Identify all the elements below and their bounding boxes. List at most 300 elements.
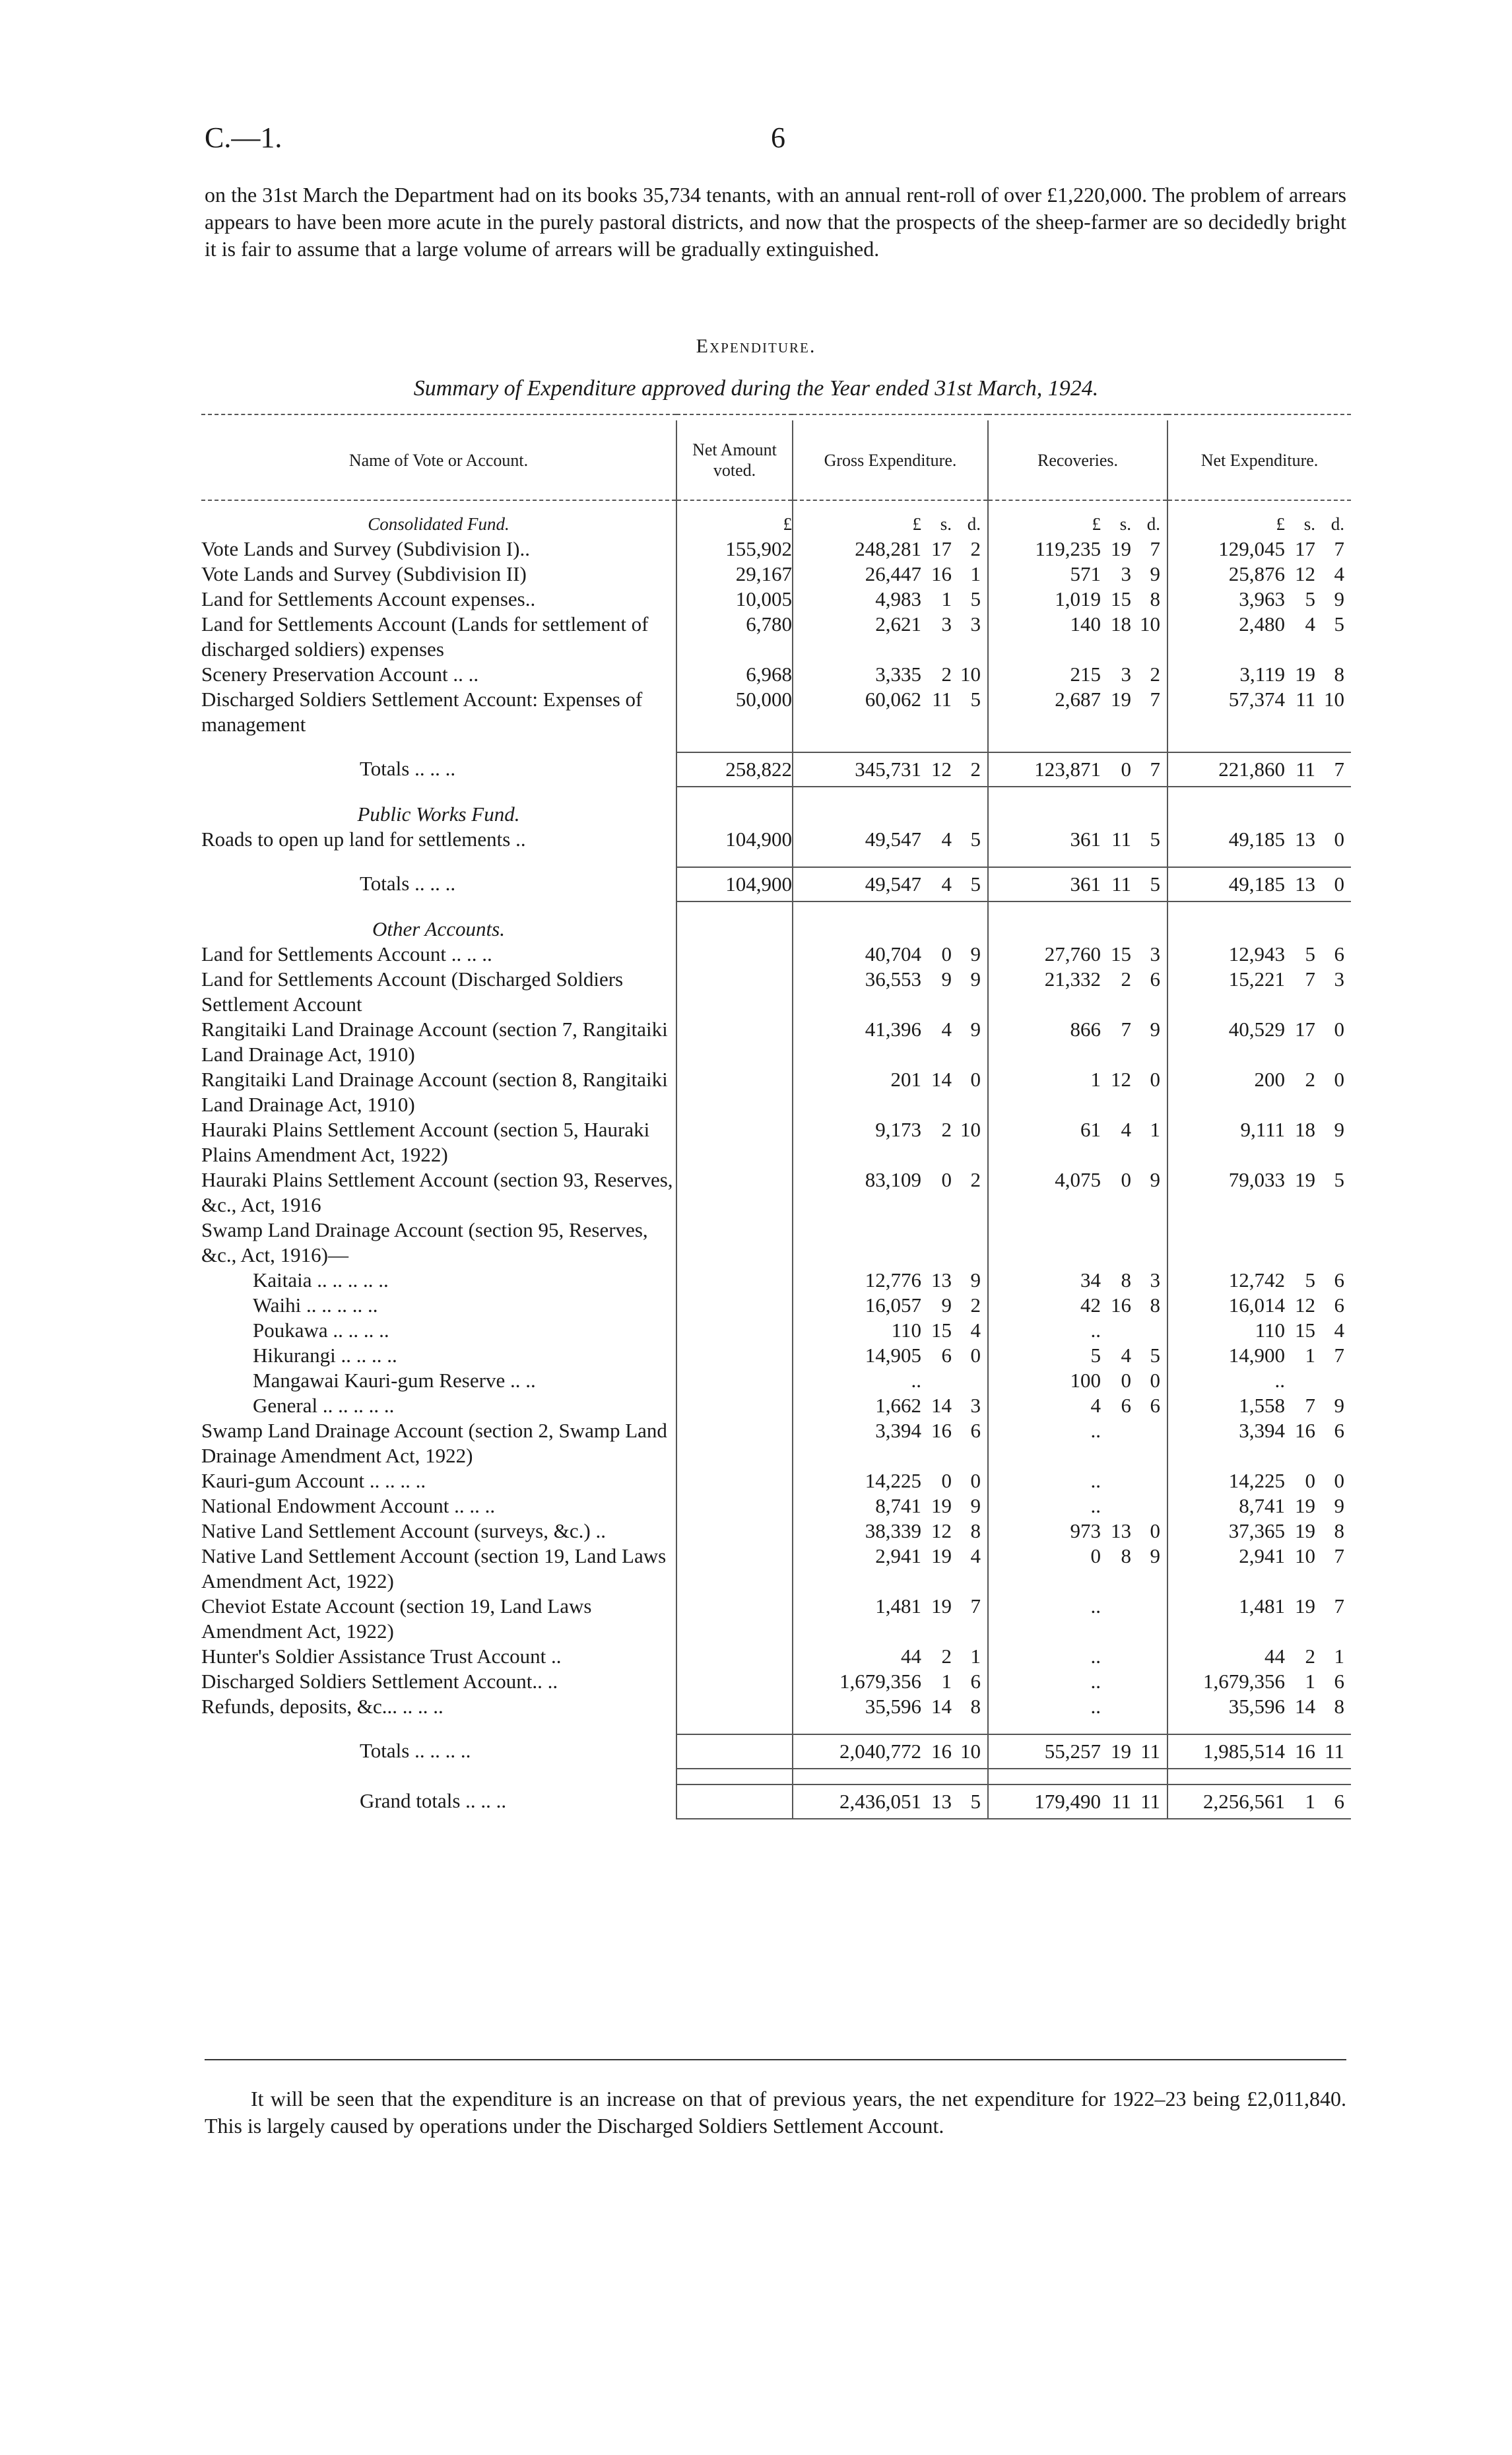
net-expenditure-shillings: 0 bbox=[1305, 1469, 1315, 1492]
gross-expenditure-shillings: 1 bbox=[941, 1670, 952, 1693]
gross-expenditure-pounds: 14,905 bbox=[865, 1344, 921, 1367]
gross-total-shillings: 4 bbox=[941, 872, 952, 896]
gross-expenditure-pence: 2 bbox=[970, 537, 981, 560]
consolidated-totals-row-label: Totals .. .. .. bbox=[360, 757, 456, 780]
net-expenditure-pence: 6 bbox=[1334, 942, 1344, 966]
recoveries bbox=[989, 1644, 1167, 1669]
recoveries-total bbox=[989, 1789, 1167, 1814]
gross-expenditure bbox=[793, 1544, 987, 1569]
gross-expenditure-pounds: 201 bbox=[890, 1068, 921, 1091]
gross-expenditure-pounds: 83,109 bbox=[865, 1168, 921, 1191]
net-expenditure-shillings: 2 bbox=[1305, 1068, 1315, 1091]
recoveries-blank bbox=[1131, 1669, 1160, 1694]
net-expenditure-pence: 9 bbox=[1334, 587, 1344, 610]
net-expenditure bbox=[1168, 1669, 1351, 1694]
net-expenditure-shillings: 15 bbox=[1295, 1319, 1315, 1342]
column-header-net-voted: Net Amount voted. bbox=[676, 420, 793, 500]
net-expenditure-pounds: 110 bbox=[1255, 1319, 1285, 1342]
account-name: Swamp Land Drainage Account (section 2, Swamp Land Drainage Amendment Act, 1922) bbox=[201, 1419, 667, 1467]
recoveries-pence: 9 bbox=[1150, 1168, 1160, 1191]
table-row bbox=[201, 1318, 1351, 1343]
gross-expenditure-pence: 2 bbox=[970, 1293, 981, 1317]
net-expenditure bbox=[1168, 1343, 1351, 1368]
net-voted-total: 258,822 bbox=[725, 758, 792, 781]
gross-expenditure-shillings: 14 bbox=[931, 1394, 952, 1417]
gross-expenditure-pounds: 1,481 bbox=[875, 1594, 921, 1618]
recoveries-pounds: 215 bbox=[1070, 663, 1101, 686]
gross-expenditure-pounds: 8,741 bbox=[875, 1494, 921, 1517]
account-name: National Endowment Account .. .. .. bbox=[201, 1494, 496, 1517]
net-expenditure-shillings: 16 bbox=[1295, 1419, 1315, 1442]
net-expenditure bbox=[1168, 1468, 1351, 1493]
gross-expenditure-shillings: 2 bbox=[941, 1118, 952, 1141]
recoveries-nil: .. bbox=[1090, 1695, 1101, 1718]
spacer-row bbox=[201, 1719, 1351, 1734]
gross-expenditure-shillings: 9 bbox=[941, 1293, 952, 1317]
recoveries bbox=[989, 1268, 1167, 1293]
net-expenditure-shillings: 11 bbox=[1296, 688, 1315, 711]
recoveries bbox=[989, 587, 1167, 612]
gross-expenditure-pence: 8 bbox=[970, 1695, 981, 1718]
table-row bbox=[201, 662, 1351, 687]
gross-expenditure-shillings: 0 bbox=[941, 942, 952, 966]
net-expenditure-pence: 5 bbox=[1334, 612, 1344, 636]
gross-expenditure-shillings: 19 bbox=[931, 1594, 952, 1618]
gross-expenditure bbox=[793, 1117, 987, 1142]
gross-expenditure-shillings: 0 bbox=[941, 1469, 952, 1492]
net-expenditure-pence: 8 bbox=[1334, 663, 1344, 686]
recoveries-pounds: 2,687 bbox=[1055, 688, 1101, 711]
net-voted-value: 155,902 bbox=[725, 537, 792, 560]
public-works-totals-row-label: Totals .. .. .. bbox=[360, 872, 456, 895]
net-expenditure-total-shillings: 1 bbox=[1305, 1790, 1315, 1813]
recoveries-shillings: 16 bbox=[1111, 1293, 1131, 1317]
net-expenditure-shillings: 5 bbox=[1305, 587, 1315, 610]
recoveries-total-pounds: 55,257 bbox=[1044, 1740, 1101, 1763]
gross-expenditure-shillings: 12 bbox=[931, 1519, 952, 1542]
net-expenditure-pence: 3 bbox=[1334, 967, 1344, 991]
net-expenditure-total bbox=[1168, 872, 1351, 897]
gross-expenditure-shillings: 3 bbox=[941, 612, 952, 636]
gross-expenditure-pence: 2 bbox=[970, 1168, 981, 1191]
table-body bbox=[201, 500, 1351, 1819]
recoveries-shillings: 3 bbox=[1121, 562, 1131, 585]
net-expenditure-pence: 7 bbox=[1334, 1594, 1344, 1618]
gross-expenditure-pence: 9 bbox=[970, 1268, 981, 1292]
gross-expenditure-pence: 6 bbox=[970, 1419, 981, 1442]
recoveries-pence: 9 bbox=[1150, 1544, 1160, 1567]
recoveries-shillings: 3 bbox=[1121, 663, 1131, 686]
gross-expenditure-pence: 1 bbox=[970, 562, 981, 585]
account-name: Discharged Soldiers Settlement Account: Expenses of management bbox=[201, 688, 643, 736]
net-expenditure-pounds: 8,741 bbox=[1239, 1494, 1285, 1517]
account-name: Cheviot Estate Account (section 19, Land Laws Amendment Act, 1922) bbox=[201, 1594, 592, 1643]
net-expenditure-pounds: 3,394 bbox=[1239, 1419, 1285, 1442]
recoveries bbox=[989, 1468, 1167, 1493]
recoveries-pence: 0 bbox=[1150, 1519, 1160, 1542]
recoveries-nil: .. bbox=[1090, 1645, 1101, 1668]
net-expenditure-shillings: 12 bbox=[1295, 562, 1315, 585]
gross-expenditure-shillings: 15 bbox=[931, 1319, 952, 1342]
gross-expenditure bbox=[793, 1343, 987, 1368]
recoveries bbox=[989, 1694, 1167, 1719]
gross-expenditure-pence: 0 bbox=[970, 1469, 981, 1492]
net-expenditure bbox=[1168, 1318, 1351, 1343]
net-expenditure-pounds: 14,900 bbox=[1228, 1344, 1285, 1367]
recoveries-shillings: 2 bbox=[1121, 967, 1131, 991]
gross-expenditure-pence: 1 bbox=[970, 1645, 981, 1668]
gross-expenditure bbox=[793, 1418, 987, 1443]
gross-expenditure-pence: 9 bbox=[970, 967, 981, 991]
recoveries-pounds: 571 bbox=[1070, 562, 1101, 585]
net-expenditure-shillings: 17 bbox=[1295, 1018, 1315, 1041]
recoveries-pence: 7 bbox=[1150, 688, 1160, 711]
table-row bbox=[201, 1493, 1351, 1519]
other-totals-row-label: Totals .. .. .. .. bbox=[360, 1739, 471, 1762]
net-expenditure-pounds: 1,481 bbox=[1239, 1594, 1285, 1618]
recoveries bbox=[989, 1519, 1167, 1544]
gross-expenditure bbox=[793, 1669, 987, 1694]
recoveries-blank bbox=[1101, 1418, 1131, 1443]
net-expenditure bbox=[1168, 687, 1351, 712]
recoveries-nil: .. bbox=[1090, 1319, 1101, 1342]
net-expenditure-pounds: 15,221 bbox=[1228, 967, 1285, 991]
unit-shillings: s. bbox=[1303, 514, 1315, 534]
net-expenditure-pounds: 129,045 bbox=[1218, 537, 1285, 560]
gross-expenditure-pence: 6 bbox=[970, 1670, 981, 1693]
expenditure-table bbox=[201, 414, 1351, 1819]
net-expenditure-pence: 7 bbox=[1334, 1344, 1344, 1367]
gross-expenditure-pounds: 110 bbox=[891, 1319, 921, 1342]
consolidated-totals-row bbox=[201, 752, 1351, 787]
net-expenditure-shillings: 1 bbox=[1305, 1670, 1315, 1693]
gross-expenditure-shillings: 9 bbox=[941, 967, 952, 991]
recoveries bbox=[989, 1418, 1167, 1443]
recoveries-total-shillings: 0 bbox=[1121, 758, 1131, 781]
net-expenditure-pence: 5 bbox=[1334, 1168, 1344, 1191]
recoveries bbox=[989, 1493, 1167, 1519]
gross-total bbox=[793, 757, 987, 782]
net-expenditure-pence: 0 bbox=[1334, 1068, 1344, 1091]
recoveries-total-shillings: 11 bbox=[1111, 1790, 1131, 1813]
net-expenditure bbox=[1168, 1418, 1351, 1443]
unit-pound: £ bbox=[1276, 514, 1285, 534]
net-expenditure-shillings: 7 bbox=[1305, 1394, 1315, 1417]
unit-shillings: s. bbox=[1119, 514, 1131, 534]
net-expenditure-pounds: 16,014 bbox=[1228, 1293, 1285, 1317]
gross-total-pounds: 345,731 bbox=[855, 758, 921, 781]
gross-total-pence: 2 bbox=[970, 758, 981, 781]
gross-expenditure bbox=[793, 1694, 987, 1719]
recoveries-pence: 8 bbox=[1150, 1293, 1160, 1317]
gross-expenditure bbox=[793, 1594, 987, 1619]
gross-expenditure-pounds: 40,704 bbox=[865, 942, 921, 966]
net-expenditure-total-pence: 6 bbox=[1334, 1790, 1344, 1813]
account-name: General .. .. .. .. .. bbox=[253, 1394, 395, 1417]
net-expenditure-total bbox=[1168, 1789, 1351, 1814]
recoveries-blank bbox=[1131, 1318, 1160, 1343]
section-heading: Expenditure. bbox=[696, 335, 816, 357]
account-name: Land for Settlements Account expenses.. bbox=[201, 587, 536, 610]
recoveries-total bbox=[989, 757, 1167, 782]
closing-paragraph: It will be seen that the expenditure is an increase on that of previous years, the net expenditure for 1922–23 being £2,011,840. This is largely caused by operations under the Discharged Soldiers Settlement Account. bbox=[205, 2087, 1346, 2138]
column-header-gross: Gross Expenditure. bbox=[793, 420, 988, 500]
recoveries-blank bbox=[1101, 1493, 1131, 1519]
recoveries-blank bbox=[1101, 1318, 1131, 1343]
net-expenditure-blank bbox=[1285, 1368, 1315, 1393]
net-expenditure bbox=[1168, 1067, 1351, 1092]
gross-expenditure-pounds: 1,662 bbox=[875, 1394, 921, 1417]
gross-expenditure bbox=[793, 687, 987, 712]
net-expenditure-total-shillings: 16 bbox=[1295, 1740, 1315, 1763]
net-expenditure-pounds: 37,365 bbox=[1228, 1519, 1285, 1542]
table-row bbox=[201, 1519, 1351, 1544]
account-name: Hauraki Plains Settlement Account (section 5, Hauraki Plains Amendment Act, 1922) bbox=[201, 1118, 650, 1166]
recoveries bbox=[989, 942, 1167, 967]
unit-pound: £ bbox=[783, 514, 792, 534]
account-name: Land for Settlements Account (Lands for settlement of discharged soldiers) expenses bbox=[201, 612, 649, 661]
recoveries-total bbox=[989, 1739, 1167, 1764]
account-name: Scenery Preservation Account .. .. bbox=[201, 663, 479, 686]
recoveries bbox=[989, 562, 1167, 587]
recoveries-pence: 1 bbox=[1150, 1118, 1160, 1141]
net-expenditure-pounds: 3,119 bbox=[1239, 663, 1285, 686]
table-row bbox=[201, 1218, 1351, 1268]
table-row bbox=[201, 1117, 1351, 1167]
net-expenditure-nil: .. bbox=[1274, 1369, 1285, 1392]
recoveries-nil: .. bbox=[1090, 1469, 1101, 1492]
gross-total-pence: 5 bbox=[970, 1790, 981, 1813]
recoveries-shillings: 0 bbox=[1121, 1168, 1131, 1191]
account-name: Vote Lands and Survey (Subdivision I).. bbox=[201, 537, 530, 560]
recoveries bbox=[989, 1117, 1167, 1142]
recoveries-pence: 7 bbox=[1150, 537, 1160, 560]
gross-expenditure-shillings: 16 bbox=[931, 562, 952, 585]
account-name: Hunter's Soldier Assistance Trust Account .. bbox=[201, 1645, 562, 1668]
net-expenditure-shillings: 14 bbox=[1295, 1695, 1315, 1718]
account-name: Hikurangi .. .. .. .. bbox=[253, 1344, 397, 1367]
gross-expenditure-shillings: 2 bbox=[941, 663, 952, 686]
column-header-net-expenditure: Net Expenditure. bbox=[1167, 420, 1351, 500]
recoveries-nil: .. bbox=[1090, 1670, 1101, 1693]
gross-expenditure-pounds: 3,335 bbox=[875, 663, 921, 686]
account-name: Mangawai Kauri-gum Reserve .. .. bbox=[253, 1369, 536, 1392]
table-row bbox=[201, 587, 1351, 612]
recoveries-pounds: 1 bbox=[1090, 1068, 1101, 1091]
recoveries-pence: 9 bbox=[1150, 1018, 1160, 1041]
table-row bbox=[201, 1368, 1351, 1393]
recoveries bbox=[989, 1067, 1167, 1092]
recoveries-total-pounds: 123,871 bbox=[1034, 758, 1101, 781]
recoveries-shillings: 8 bbox=[1121, 1544, 1131, 1567]
recoveries-blank bbox=[1101, 1694, 1131, 1719]
account-name: Native Land Settlement Account (surveys, &c.) .. bbox=[201, 1519, 606, 1542]
gross-expenditure-pence: 5 bbox=[970, 828, 981, 851]
recoveries-total-pence: 11 bbox=[1140, 1790, 1160, 1813]
gross-expenditure-pounds: 248,281 bbox=[855, 537, 921, 560]
gross-expenditure-pounds: 35,596 bbox=[865, 1695, 921, 1718]
spacer-row bbox=[201, 787, 1351, 802]
net-expenditure-pence: 4 bbox=[1334, 1319, 1344, 1342]
recoveries-shillings: 7 bbox=[1121, 1018, 1131, 1041]
gross-expenditure-pounds: 36,553 bbox=[865, 967, 921, 991]
recoveries-blank bbox=[1131, 1644, 1160, 1669]
recoveries-total-pence: 7 bbox=[1150, 758, 1160, 781]
recoveries bbox=[989, 1368, 1167, 1393]
recoveries-total bbox=[989, 872, 1167, 897]
net-expenditure-shillings: 19 bbox=[1295, 1519, 1315, 1542]
net-expenditure-pence: 6 bbox=[1334, 1293, 1344, 1317]
gross-total-pence: 10 bbox=[960, 1740, 981, 1763]
net-expenditure bbox=[1168, 1393, 1351, 1418]
recoveries-shillings: 11 bbox=[1111, 828, 1131, 851]
net-expenditure-shillings: 5 bbox=[1305, 1268, 1315, 1292]
net-voted-total: 104,900 bbox=[725, 872, 792, 896]
recoveries-shillings: 19 bbox=[1111, 688, 1131, 711]
gross-expenditure-shillings: 1 bbox=[941, 587, 952, 610]
recoveries bbox=[989, 1167, 1167, 1193]
table-row bbox=[201, 1067, 1351, 1117]
gross-expenditure-shillings: 0 bbox=[941, 1168, 952, 1191]
account-name: Kaitaia .. .. .. .. .. bbox=[253, 1268, 389, 1292]
table-row bbox=[201, 1343, 1351, 1368]
recoveries-pence: 6 bbox=[1150, 967, 1160, 991]
recoveries bbox=[989, 1669, 1167, 1694]
gross-expenditure-pounds: 38,339 bbox=[865, 1519, 921, 1542]
net-expenditure-pence: 8 bbox=[1334, 1519, 1344, 1542]
section-public-works-title: Public Works Fund. bbox=[357, 802, 520, 826]
account-name: Land for Settlements Account (Discharged Soldiers Settlement Account bbox=[201, 967, 624, 1016]
net-voted-value: 10,005 bbox=[735, 587, 792, 610]
gross-expenditure-shillings: 6 bbox=[941, 1344, 952, 1367]
public-works-totals-row bbox=[201, 867, 1351, 901]
net-expenditure-pounds: 2,480 bbox=[1239, 612, 1285, 636]
net-expenditure-pence: 7 bbox=[1334, 537, 1344, 560]
net-expenditure-pounds: 200 bbox=[1254, 1068, 1285, 1091]
net-expenditure-pounds: 2,941 bbox=[1239, 1544, 1285, 1567]
spacer-row bbox=[201, 901, 1351, 917]
gross-expenditure-shillings: 4 bbox=[941, 828, 952, 851]
net-expenditure-shillings: 19 bbox=[1295, 663, 1315, 686]
net-expenditure-pence: 0 bbox=[1334, 828, 1344, 851]
net-expenditure-pence: 6 bbox=[1334, 1670, 1344, 1693]
net-expenditure-pence: 9 bbox=[1334, 1118, 1344, 1141]
recoveries-pence: 2 bbox=[1150, 663, 1160, 686]
recoveries-shillings: 12 bbox=[1111, 1068, 1131, 1091]
gross-total bbox=[793, 872, 987, 897]
net-expenditure-pence: 8 bbox=[1334, 1695, 1344, 1718]
net-voted-value: 104,900 bbox=[725, 828, 792, 851]
gross-expenditure-pence: 9 bbox=[970, 1494, 981, 1517]
gross-expenditure-pence: 10 bbox=[960, 1118, 981, 1141]
gross-expenditure bbox=[793, 1493, 987, 1519]
recoveries-pence: 10 bbox=[1140, 612, 1160, 636]
table-row bbox=[201, 1669, 1351, 1694]
net-expenditure-pounds: 57,374 bbox=[1228, 688, 1285, 711]
table-row bbox=[201, 1268, 1351, 1293]
net-expenditure-shillings: 19 bbox=[1295, 1168, 1315, 1191]
net-expenditure bbox=[1168, 1117, 1351, 1142]
gross-total bbox=[793, 1739, 987, 1764]
net-expenditure bbox=[1168, 827, 1351, 852]
recoveries-pounds: 1,019 bbox=[1055, 587, 1101, 610]
page-number: 6 bbox=[771, 121, 785, 154]
gross-expenditure-pounds: 1,679,356 bbox=[839, 1670, 921, 1693]
net-expenditure-shillings: 17 bbox=[1295, 537, 1315, 560]
net-expenditure bbox=[1168, 1167, 1351, 1193]
gross-total-shillings: 16 bbox=[931, 1740, 952, 1763]
column-header-name: Name of Vote or Account. bbox=[201, 420, 676, 500]
net-expenditure-total-pounds: 1,985,514 bbox=[1203, 1740, 1285, 1763]
gross-expenditure-pence: 5 bbox=[970, 587, 981, 610]
recoveries bbox=[989, 1017, 1167, 1042]
units-row bbox=[201, 500, 1351, 537]
recoveries-pounds: 0 bbox=[1090, 1544, 1101, 1567]
gross-expenditure bbox=[793, 1644, 987, 1669]
gross-expenditure-pence: 4 bbox=[970, 1544, 981, 1567]
net-expenditure-pence: 9 bbox=[1334, 1494, 1344, 1517]
recoveries-blank bbox=[1131, 1493, 1160, 1519]
gross-expenditure-shillings: 14 bbox=[931, 1695, 952, 1718]
gross-expenditure bbox=[793, 587, 987, 612]
recoveries bbox=[989, 827, 1167, 852]
grand-totals-row-label: Grand totals .. .. .. bbox=[360, 1789, 507, 1812]
gross-expenditure-pounds: 44 bbox=[901, 1645, 921, 1668]
gross-expenditure-pounds: 49,547 bbox=[865, 828, 921, 851]
recoveries-blank bbox=[1101, 1594, 1131, 1619]
unit-pound: £ bbox=[912, 514, 921, 534]
net-expenditure bbox=[1168, 1493, 1351, 1519]
table-row bbox=[201, 687, 1351, 737]
gross-total-pounds: 49,547 bbox=[865, 872, 921, 896]
recoveries-pence: 0 bbox=[1150, 1068, 1160, 1091]
unit-pence: d. bbox=[1331, 514, 1344, 534]
recoveries-blank bbox=[1101, 1669, 1131, 1694]
net-expenditure-shillings: 5 bbox=[1305, 942, 1315, 966]
recoveries-pounds: 27,760 bbox=[1044, 942, 1101, 966]
recoveries bbox=[989, 1544, 1167, 1569]
gross-expenditure-pounds: 4,983 bbox=[875, 587, 921, 610]
table-row bbox=[201, 537, 1351, 562]
recoveries-shillings: 6 bbox=[1121, 1394, 1131, 1417]
gross-expenditure-pounds: 14,225 bbox=[865, 1469, 921, 1492]
net-voted-value: 50,000 bbox=[735, 688, 792, 711]
gross-total-pounds: 2,040,772 bbox=[839, 1740, 921, 1763]
account-name: Swamp Land Drainage Account (section 95, Reserves, &c., Act, 1916)— bbox=[201, 1218, 648, 1266]
recoveries bbox=[989, 687, 1167, 712]
net-expenditure-total-pence: 11 bbox=[1325, 1740, 1344, 1763]
spacer-row bbox=[201, 737, 1351, 752]
unit-pence: d. bbox=[1146, 514, 1160, 534]
net-expenditure-total-pounds: 2,256,561 bbox=[1203, 1790, 1285, 1813]
recoveries-pounds: 100 bbox=[1070, 1369, 1101, 1392]
gross-expenditure-pence: 0 bbox=[970, 1344, 981, 1367]
net-expenditure-shillings: 13 bbox=[1295, 828, 1315, 851]
net-voted-value: 6,780 bbox=[746, 612, 792, 636]
grand-totals-row bbox=[201, 1784, 1351, 1819]
gross-expenditure bbox=[793, 1017, 987, 1042]
gross-total-pounds: 2,436,051 bbox=[839, 1790, 921, 1813]
net-expenditure-pence: 1 bbox=[1334, 1645, 1344, 1668]
net-expenditure-total-shillings: 13 bbox=[1295, 872, 1315, 896]
account-name: Land for Settlements Account .. .. .. bbox=[201, 942, 492, 966]
table-row bbox=[201, 1644, 1351, 1669]
net-expenditure-shillings: 4 bbox=[1305, 612, 1315, 636]
recoveries-pounds: 21,332 bbox=[1044, 967, 1101, 991]
net-expenditure-total-pence: 7 bbox=[1334, 758, 1344, 781]
recoveries-pence: 3 bbox=[1150, 1268, 1160, 1292]
gross-expenditure-pounds: 41,396 bbox=[865, 1018, 921, 1041]
